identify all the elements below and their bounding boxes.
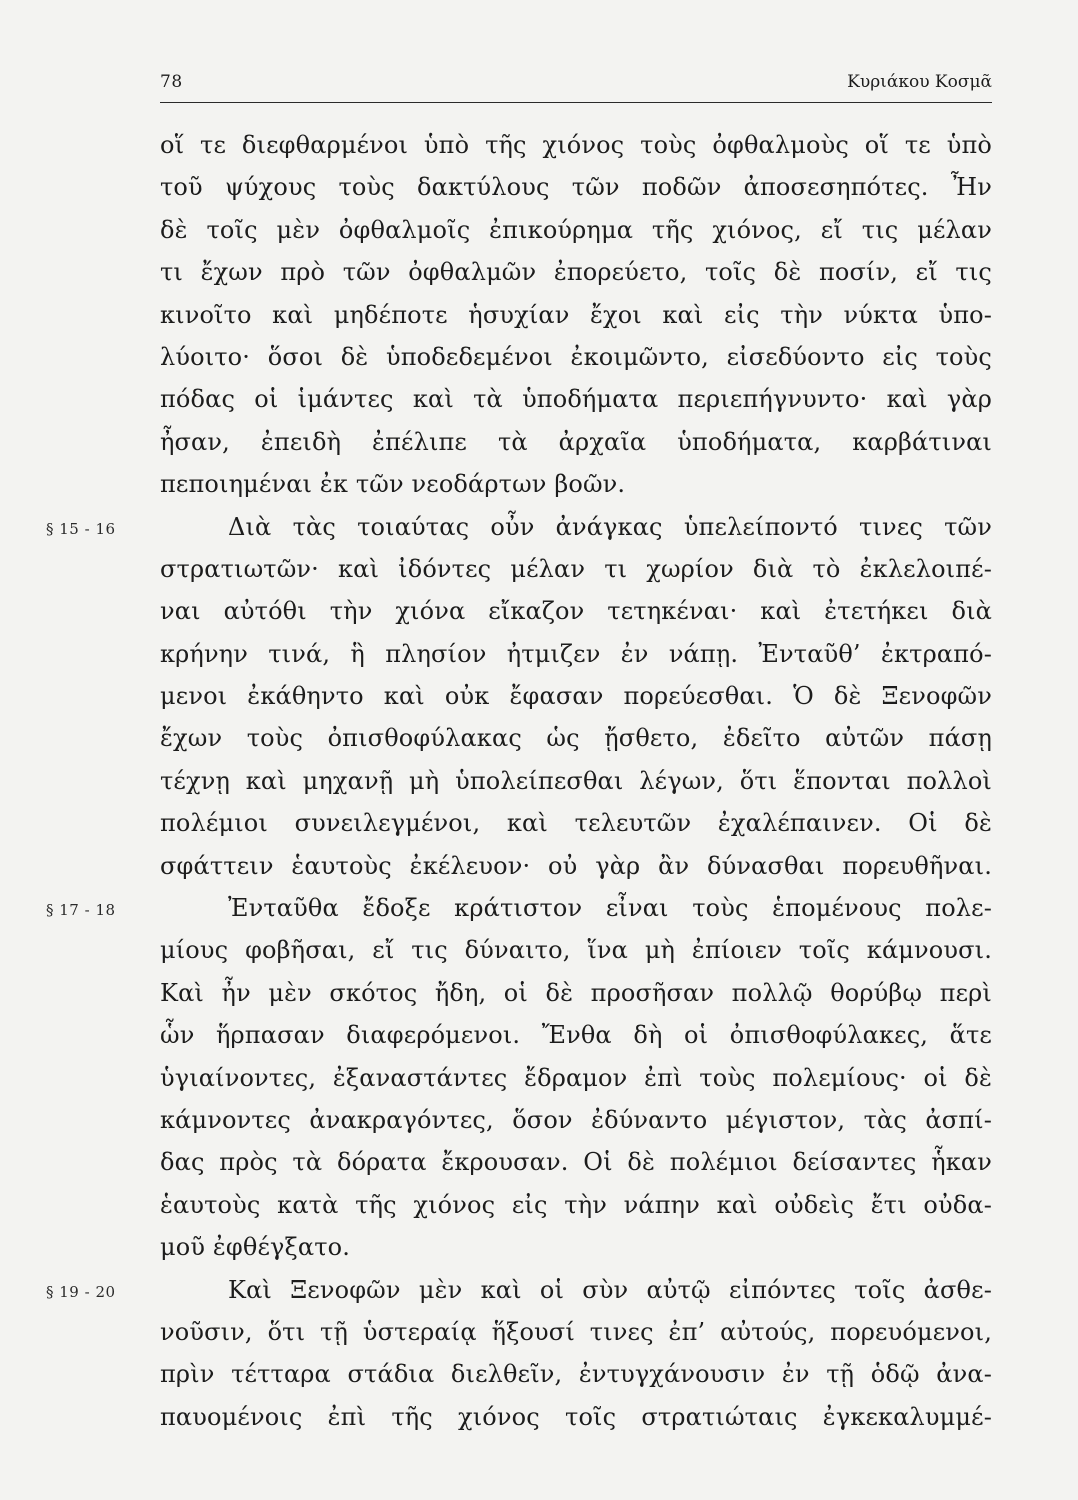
line-text: ὧν ἥρπασαν διαφερόμενοι. Ἔνθα δὴ οἱ ὀπισθοφύλακες, ἅτε: [160, 1021, 992, 1050]
page-header: [160, 62, 992, 103]
line-text: ἑαυτοὺς κατὰ τῆς χιόνος εἰς τὴν νάπην καὶ οὐδεὶς ἔτι οὐδα-: [160, 1190, 992, 1219]
text-line: [160, 1226, 992, 1268]
text-line: [160, 845, 992, 887]
line-text: Καὶ Ξενοφῶν μὲν καὶ οἱ σὺν αὐτῷ εἰπόντες τοῖς ἀσθε-: [228, 1275, 992, 1304]
text-line: [160, 1311, 992, 1353]
text-line: [160, 1184, 992, 1226]
line-text: μίους φοβῆσαι, εἴ τις δύναιτο, ἵνα μὴ ἐπίοιεν τοῖς κάμνουσι.: [160, 936, 992, 965]
line-text: λύοιτο· ὅσοι δὲ ὑποδεδεμένοι ἐκοιμῶντο, εἰσεδύοντο εἰς τοὺς: [160, 342, 992, 371]
running-head: Κυριάκου Κοσμᾶ: [847, 72, 992, 92]
text-line: [160, 802, 992, 844]
line-text: παυομένοις ἐπὶ τῆς χιόνος τοῖς στρατιώταις ἐγκεκαλυμμέ-: [160, 1402, 992, 1431]
line-text: τέχνῃ καὶ μηχανῇ μὴ ὑπολείπεσθαι λέγων, ὅτι ἕπονται πολλοὶ: [160, 766, 992, 795]
text-line: [160, 972, 992, 1014]
line-text: οἵ τε διεφθαρμένοι ὑπὸ τῆς χιόνος τοὺς ὀφθαλμοὺς οἵ τε ὑπὸ: [160, 131, 992, 159]
line-text: μενοι ἐκάθηντο καὶ οὐκ ἔφασαν πορεύεσθαι. Ὁ δὲ Ξενοφῶν: [160, 682, 992, 711]
text-line: [160, 209, 992, 251]
line-text: πρὶν τέτταρα στάδια διελθεῖν, ἐντυγχάνουσιν ἐν τῇ ὁδῷ ἀνα-: [160, 1360, 992, 1389]
line-text: στρατιωτῶν· καὶ ἰδόντες μέλαν τι χωρίον διὰ τὸ ἐκλελοιπέ-: [160, 554, 992, 583]
text-line: [160, 1057, 992, 1099]
text-line: [160, 251, 992, 293]
text-line: [160, 717, 992, 759]
text-line: [46, 1269, 992, 1311]
text-line: [160, 294, 992, 336]
body-text: [46, 124, 992, 1438]
line-text: Διὰ τὰς τοιαύτας οὖν ἀνάγκας ὑπελείποντό τινες τῶν: [228, 512, 992, 541]
line-text: Καὶ ἦν μὲν σκότος ἤδη, οἱ δὲ προσῆσαν πολλῷ θορύβῳ περὶ: [160, 978, 992, 1007]
line-text: μοῦ ἐφθέγξατο.: [160, 1233, 351, 1262]
section-reference: § 15 - 16: [46, 519, 116, 538]
section-reference: § 17 - 18: [46, 901, 116, 920]
section-reference: § 19 - 20: [46, 1282, 116, 1301]
text-line: [160, 166, 992, 208]
line-text: ἦσαν, ἐπειδὴ ἐπέλιπε τὰ ἀρχαῖα ὑποδήματα, καρβάτιναι: [160, 427, 992, 456]
text-line: [160, 1353, 992, 1395]
line-text: νοῦσιν, ὅτι τῇ ὑστεραίᾳ ἥξουσί τινες ἐπ’ αὐτούς, πορευόμενοι,: [160, 1317, 992, 1346]
line-text: πολέμιοι συνειλεγμένοι, καὶ τελευτῶν ἐχαλέπαινεν. Οἱ δὲ: [160, 809, 992, 838]
line-text: ὑγιαίνοντες, ἐξαναστάντες ἔδραμον ἐπὶ τοὺς πολεμίους· οἱ δὲ: [160, 1063, 992, 1092]
text-line: [160, 1099, 992, 1141]
line-text: πόδας οἱ ἱμάντες καὶ τὰ ὑποδήματα περιεπήγνυντο· καὶ γὰρ: [160, 385, 992, 414]
line-text: ἔχων τοὺς ὀπισθοφύλακας ὡς ᾔσθετο, ἐδεῖτο αὐτῶν πάσῃ: [160, 724, 992, 753]
line-text: ναι αὐτόθι τὴν χιόνα εἴκαζον τετηκέναι· καὶ ἐτετήκει διὰ: [160, 597, 992, 626]
line-text: πεποιημέναι ἐκ τῶν νεοδάρτων βοῶν.: [160, 470, 626, 499]
text-line: [160, 548, 992, 590]
text-line: [160, 760, 992, 802]
line-text: δας πρὸς τὰ δόρατα ἔκρουσαν. Οἱ δὲ πολέμιοι δείσαντες ἧκαν: [160, 1148, 992, 1177]
text-line: [160, 929, 992, 971]
text-line: [160, 336, 992, 378]
text-line: [160, 675, 992, 717]
text-line: [160, 1141, 992, 1183]
line-text: τι ἔχων πρὸ τῶν ὀφθαλμῶν ἐπορεύετο, τοῖς δὲ ποσίν, εἴ τις: [160, 258, 992, 287]
line-text: δὲ τοῖς μὲν ὀφθαλμοῖς ἐπικούρημα τῆς χιόνος, εἴ τις μέλαν: [160, 215, 992, 244]
page-number: 78: [160, 72, 183, 92]
text-line: [160, 421, 992, 463]
text-line: [160, 378, 992, 420]
text-line: [160, 124, 992, 166]
line-text: κινοῖτο καὶ μηδέποτε ἡσυχίαν ἔχοι καὶ εἰς τὴν νύκτα ὑπο-: [160, 300, 992, 329]
text-line: [160, 1396, 992, 1438]
line-text: σφάττειν ἑαυτοὺς ἐκέλευον· οὐ γὰρ ἂν δύνασθαι πορευθῆναι.: [160, 851, 992, 880]
line-text: κρήνην τινά, ἣ πλησίον ἠτμιζεν ἐν νάπῃ. Ἐνταῦθ’ ἐκτραπό-: [160, 639, 992, 668]
line-text: Ἐνταῦθα ἔδοξε κράτιστον εἶναι τοὺς ἑπομένους πολε-: [228, 894, 992, 923]
line-text: κάμνοντες ἀνακραγόντες, ὅσον ἐδύναντο μέγιστον, τὰς ἀσπί-: [160, 1105, 992, 1134]
text-line: [160, 590, 992, 632]
text-line: [46, 506, 992, 548]
text-line: [160, 1014, 992, 1056]
text-line: [160, 463, 992, 505]
line-text: τοῦ ψύχους τοὺς δακτύλους τῶν ποδῶν ἀποσεσηπότες. Ἦν: [160, 173, 992, 202]
text-line: [46, 887, 992, 929]
text-line: [160, 633, 992, 675]
